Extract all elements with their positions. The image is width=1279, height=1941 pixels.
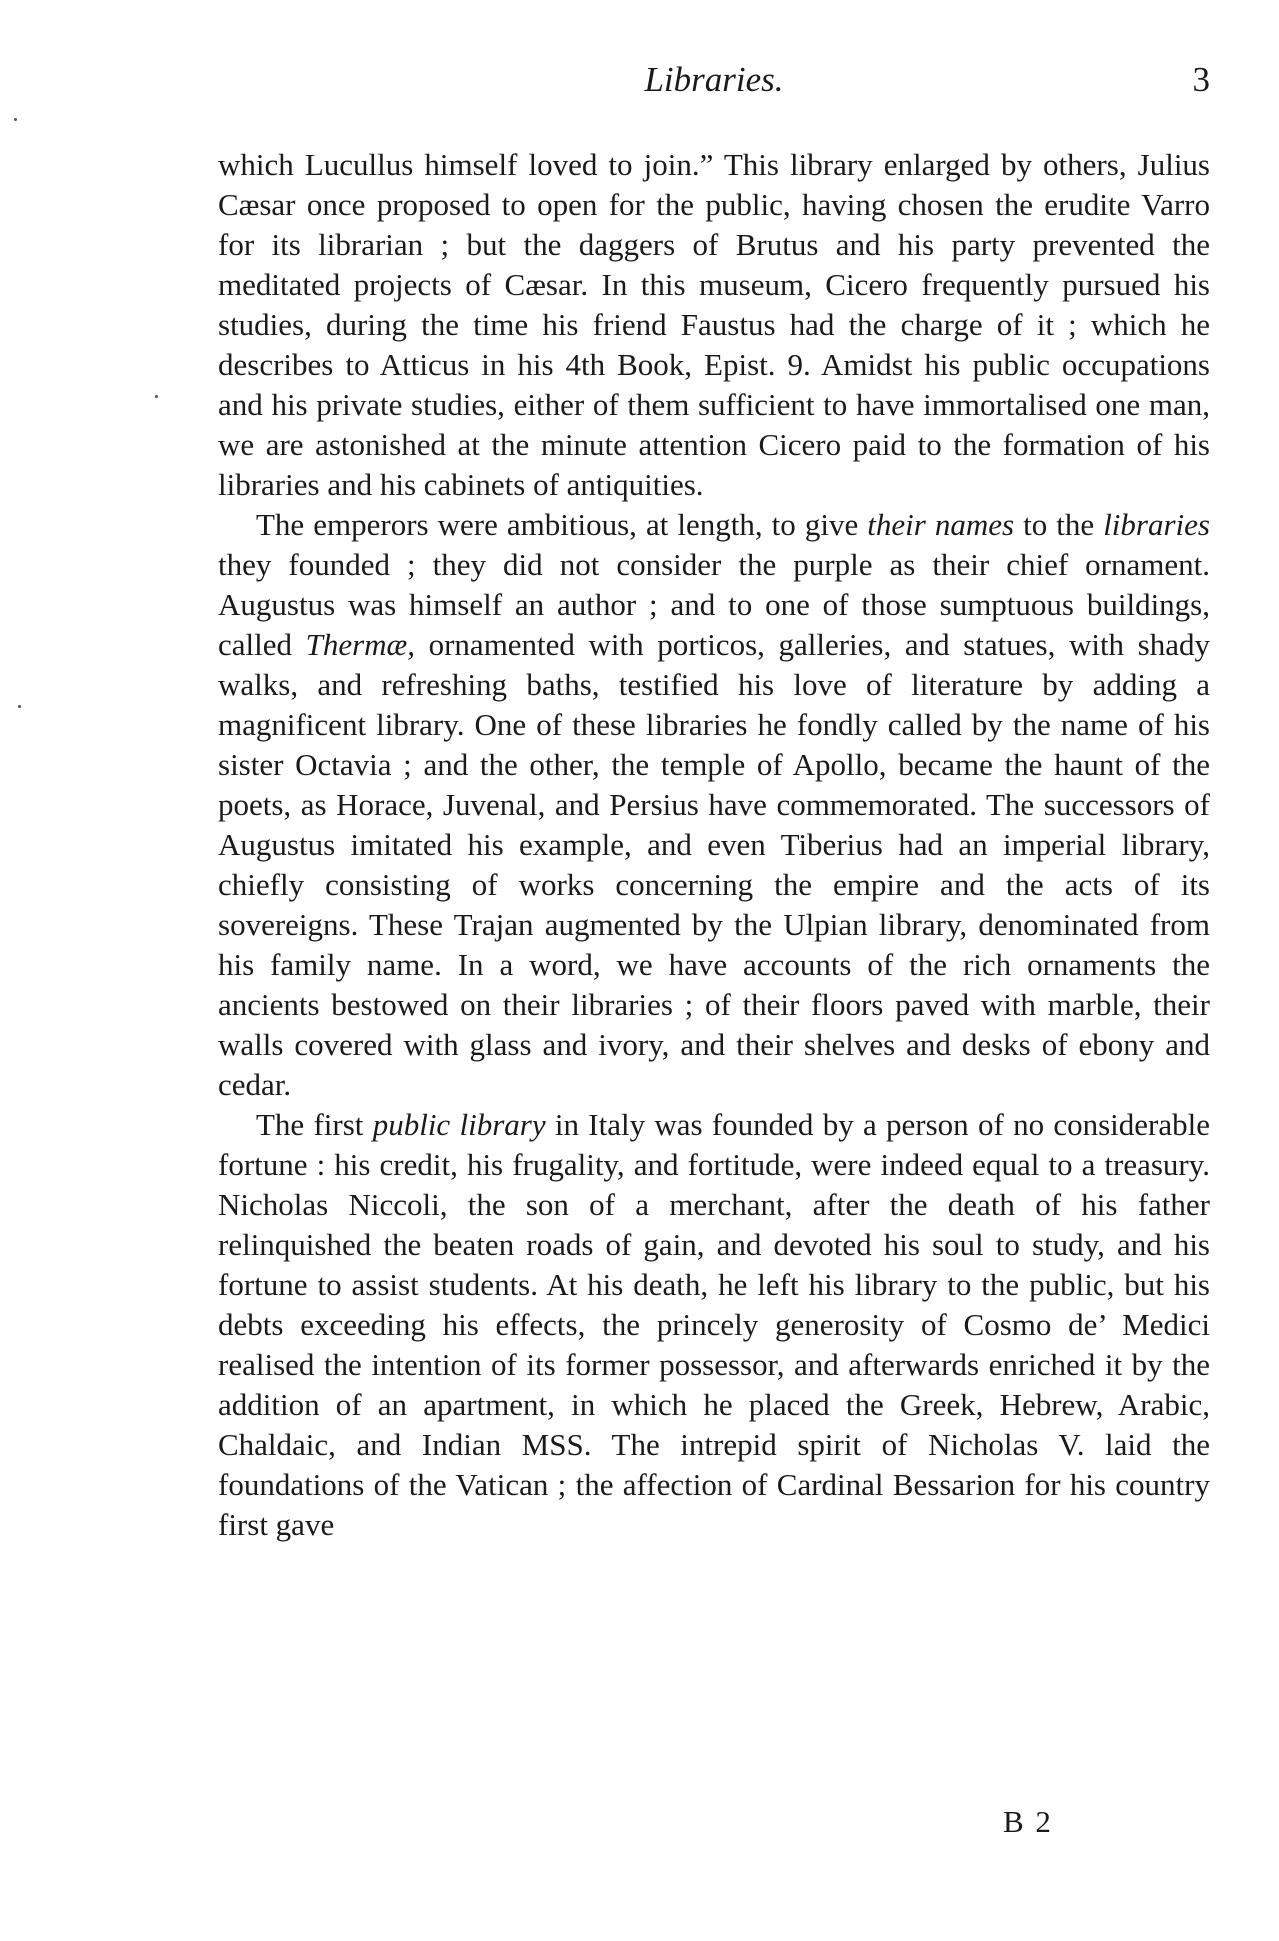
- paragraph-text: The first: [256, 1107, 373, 1142]
- paragraph-text: The emperors were ambitious, at length, to give: [256, 507, 868, 542]
- paper-speck: [18, 705, 21, 708]
- italic-text: their names: [867, 507, 1015, 542]
- italic-text: public library: [372, 1107, 546, 1142]
- paragraph-text: which Lucullus himself loved to join.” This library enlarged by others, Julius Cæsar once proposed to open for the public, having chosen the erudite Varro for its librarian ; but the daggers of Brutus and his party prevented the meditated projects of Cæsar. In this museum, Cicero frequently pursued his studies, during the time his friend Faustus had the charge of it ; which he describes to Atticus in his 4th Book, Epist. 9. Amidst his public occupations and his private studies, either of them sufficient to have immortalised one man, we are astonished at the minute attention Cicero paid to the formation of his libraries and his cabinets of antiquities.: [218, 147, 1210, 502]
- italic-text: Thermæ,: [305, 627, 415, 662]
- page-body: [218, 145, 1210, 1545]
- paragraph-text: to the: [1014, 507, 1104, 542]
- paper-speck: [155, 395, 158, 398]
- paragraph-text: in Italy was founded by a person of no considerable fortune : his credit, his frugality, and fortitude, were indeed equal to a treasury. Nicholas Niccoli, the son of a merchant, after the death of his father relinquished the beaten roads of gain, and devoted his soul to study, and his fortune to assist students. At his death, he left his library to the public, but his debts exceeding his effects, the princely generosity of Cosmo de’ Medici realised the intention of its former possessor, and afterwards enriched it by the addition of an apartment, in which he placed the Greek, Hebrew, Arabic, Chaldaic, and Indian MSS. The intrepid spirit of Nicholas V. laid the foundations of the Vatican ; the affection of Cardinal Bessarion for his country first gave: [218, 1107, 1210, 1542]
- paragraph-text: they founded ; they did not consider the purple as their chief ornament. Augustus was himself an author ; and to one of those sumptuous buildings, called: [218, 547, 1210, 662]
- page-number: 3: [1192, 60, 1210, 99]
- paragraph-1: [218, 145, 1210, 505]
- paper-speck: [14, 118, 17, 121]
- signature-mark: B 2: [1003, 1804, 1053, 1839]
- italic-text: libraries: [1103, 507, 1210, 542]
- page-header: [218, 60, 1210, 110]
- paragraph-2: [218, 505, 1210, 1105]
- paragraph-text: ornamented with porticos, galleries, and statues, with shady walks, and refreshing baths, testified his love of literature by adding a magnificent library. One of these libraries he fondly called by the name of his sister Octavia ; and the other, the temple of Apollo, became the haunt of the poets, as Horace, Juvenal, and Persius have commemorated. The successors of Augustus imitated his example, and even Tiberius had an imperial library, chiefly consisting of works concerning the empire and the acts of its sovereigns. These Trajan augmented by the Ulpian library, denominated from his family name. In a word, we have accounts of the rich ornaments the ancients bestowed on their libraries ; of their floors paved with marble, their walls covered with glass and ivory, and their shelves and desks of ebony and cedar.: [218, 627, 1210, 1102]
- running-title: Libraries.: [644, 60, 784, 99]
- paragraph-3: [218, 1105, 1210, 1545]
